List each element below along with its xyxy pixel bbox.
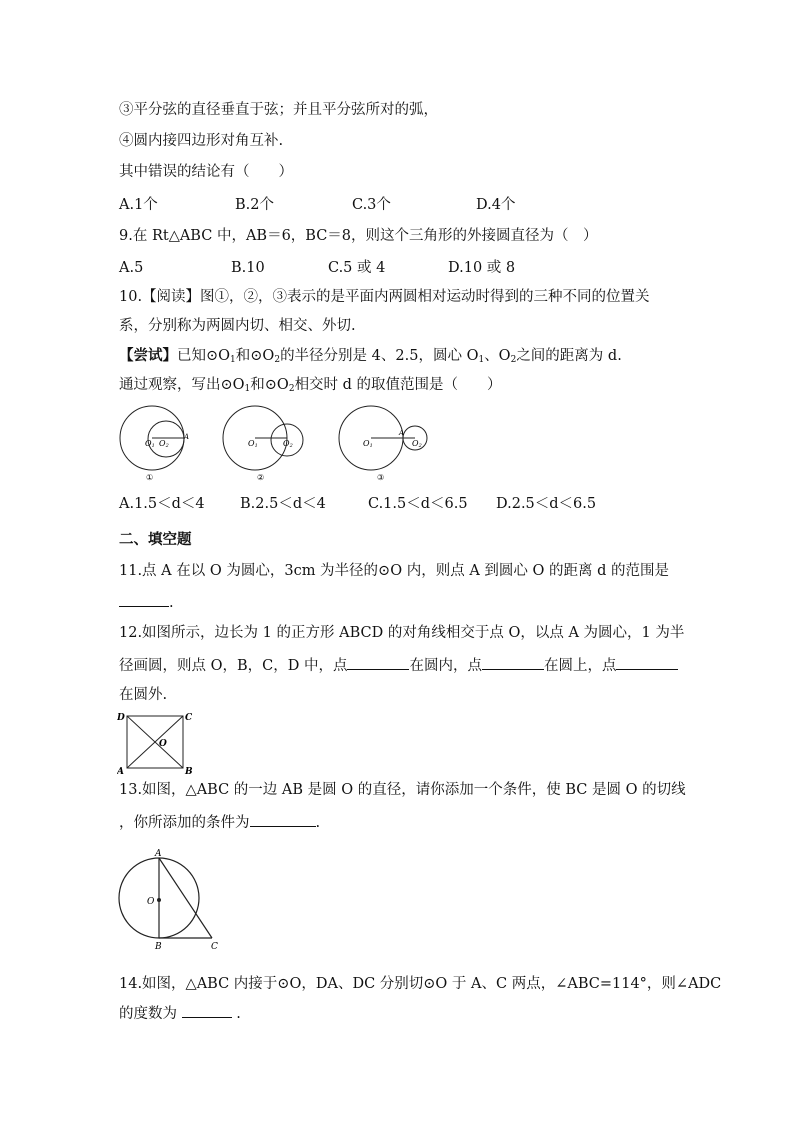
q9-stem: 9.在 Rt△ABC 中，AB＝6，BC＝8，则这个三角形的外接圆直径为（ ） [119, 228, 598, 244]
q12-line3: 在圆外. [119, 687, 168, 703]
q10-option-a: A.1.5＜d＜4 [119, 496, 205, 512]
fig2-o2-label: O2 [283, 439, 293, 449]
q12-label-b: B [185, 767, 193, 776]
fig3-o2-label: O2 [412, 439, 422, 449]
q14-line1: 14.如图，△ABC 内接于⊙O，DA、DC 分别切⊙O 于 A、C 两点，∠ABC=114°，则∠ADC [119, 976, 722, 992]
section-title: 二、填空题 [119, 531, 192, 548]
q10-option-d: D.2.5＜d＜6.5 [496, 496, 597, 512]
q14-answer-blank[interactable] [182, 1003, 232, 1018]
q9-option-a: A.5 [119, 260, 144, 276]
q8-option-b: B.2个 [235, 197, 274, 213]
q10-line2: 系，分别称为两圆内切、相交、外切. [119, 318, 356, 334]
q11-answer-blank[interactable] [119, 592, 169, 607]
q13-line2: ，你所添加的条件为 . [119, 812, 320, 833]
fig1-o1-label: O1 [145, 439, 155, 449]
q12-label-o: O [159, 739, 167, 749]
q10-option-b: B.2.5＜d＜4 [240, 496, 326, 512]
q13-circle-triangle-figure [112, 848, 230, 950]
q12-blank-on[interactable] [482, 655, 544, 670]
q8-stem: 其中错误的结论有（ ） [119, 164, 293, 180]
q14-line2: 的度数为 . [119, 1003, 241, 1024]
try-tag: 【尝试】 [119, 347, 177, 364]
q13-line1: 13.如图，△ABC 的一边 AB 是圆 O 的直径，请你添加一个条件，使 BC 是圆 O 的切线 [119, 782, 686, 798]
fig1-o2-label: O2 [159, 439, 169, 449]
fig3-o1-label: O1 [363, 439, 373, 449]
fig2-o1-label: O1 [248, 439, 258, 449]
q10-circles-figure [115, 402, 445, 484]
q13-label-b: B [155, 942, 162, 950]
q8-option-c: C.3个 [352, 197, 391, 213]
q10-line4: 通过观察，写出$⊙O_1$和$⊙O_2$相交时 d 的取值范围是（ ） [119, 377, 502, 394]
q12-label-a: A [117, 767, 124, 776]
q12-blank-inside[interactable] [347, 655, 409, 670]
q13-label-a: A [155, 849, 162, 859]
q11-line1: 11.点 A 在以 O 为圆心，3cm 为半径的⊙O 内，则点 A 到圆心 O 的距离 d 的范围是 [119, 563, 669, 579]
q12-label-c: C [185, 713, 193, 723]
q9-option-b: B.10 [231, 260, 265, 276]
fig1-a-label: A [184, 433, 190, 441]
q12-square-figure [117, 708, 199, 776]
q8-option-a: A.1个 [119, 197, 158, 213]
q11-line2: . [119, 592, 174, 613]
fig3-a-label: A [399, 429, 405, 437]
q13-label-c: C [211, 942, 218, 950]
q12-line2: 径画圆，则点 O，B，C，D 中，点 在圆内，点 在圆上，点 [119, 655, 678, 676]
fig2-caption: ② [257, 473, 265, 482]
q9-option-d: D.10 或 8 [448, 260, 516, 276]
fig1-caption: ① [146, 473, 154, 482]
q12-line1: 12.如图所示，边长为 1 的正方形 ABCD 的对角线相交于点 O，以点 A 为圆心，1 为半 [119, 625, 685, 641]
q8-item4: ④圆内接四边形对角互补. [119, 133, 284, 149]
q10-line1: 10.【阅读】图①，②，③表示的是平面内两圆相对运动时得到的三种不同的位置关 [119, 289, 650, 305]
q8-item3: ③平分弦的直径垂直于弦；并且平分弦所对的弧， [119, 102, 438, 118]
q9-option-c: C.5 或 4 [328, 260, 386, 276]
q8-option-d: D.4个 [476, 197, 516, 213]
q10-line3: 【尝试】已知$⊙O_1$和$⊙O_2$的半径分别是 4、2.5，圆心 $O_1$、$O_2$之间的距离为 d. [119, 347, 622, 365]
fig3-caption: ③ [377, 473, 385, 482]
q13-label-o: O [147, 897, 155, 907]
q12-blank-outside[interactable] [616, 655, 678, 670]
q13-answer-blank[interactable] [250, 812, 316, 827]
q12-label-d: D [117, 713, 125, 723]
q10-option-c: C.1.5＜d＜6.5 [368, 496, 468, 512]
